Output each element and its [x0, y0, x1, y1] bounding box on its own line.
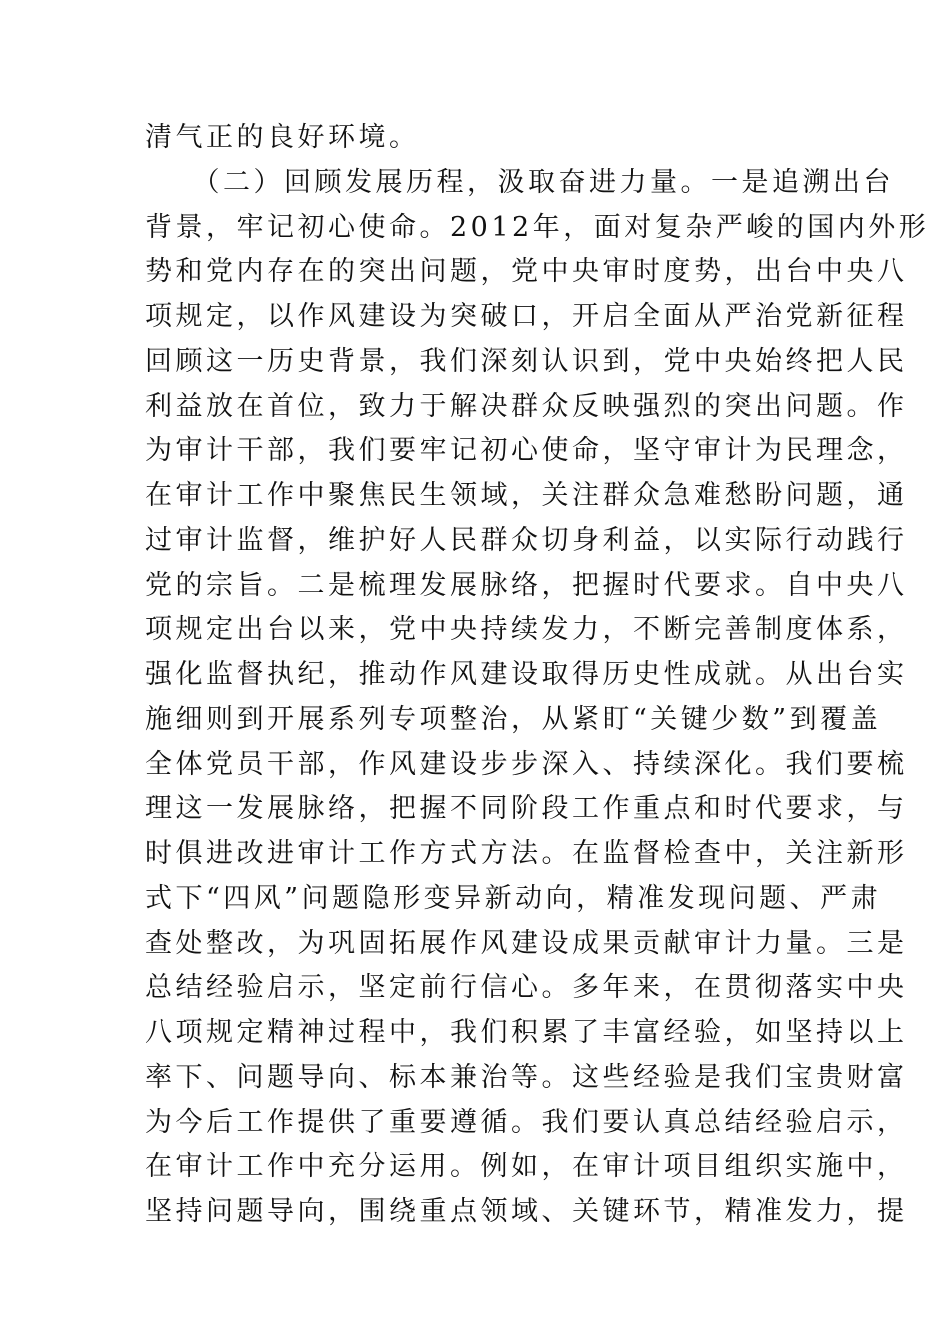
text-line: 在审计工作中聚焦民生领域，关注群众急难愁盼问题，通 [145, 480, 908, 511]
text-line: 施细则到开展系列专项整治，从紧盯“关键少数”到覆盖 [145, 703, 882, 735]
text-line: 全体党员干部，作风建设步步深入、持续深化。我们要梳 [145, 748, 908, 780]
text-line: 为今后工作提供了重要遵循。我们要认真总结经验启示， [145, 1106, 908, 1138]
text-line: 时俱进改进审计工作方式方法。在监督检查中，关注新形 [145, 838, 908, 869]
text-line: 清气正的良好环境。 [145, 122, 420, 153]
text-line: 总结经验启示，坚定前行信心。多年来，在贯彻落实中央 [145, 972, 908, 1004]
text-line: 理这一发展脉络，把握不同阶段工作重点和时代要求，与 [145, 793, 908, 825]
text-line: 八项规定精神过程中，我们积累了丰富经验，如坚持以上 [145, 1017, 908, 1048]
text-line: （二）回顾发展历程，汲取奋进力量。一是追溯出台 [145, 166, 894, 198]
text-line: 强化监督执纪，推动作风建设取得历史性成就。从出台实 [145, 659, 908, 690]
text-line: 党的宗旨。二是梳理发展脉络，把握时代要求。自中央八 [145, 569, 908, 601]
text-line: 查处整改，为巩固拓展作风建设成果贡献审计力量。三是 [145, 927, 908, 959]
text-line: 率下、问题导向、标本兼治等。这些经验是我们宝贵财富 [145, 1061, 908, 1093]
text-line: 在审计工作中充分运用。例如，在审计项目组织实施中， [145, 1151, 908, 1183]
text-line: 回顾这一历史背景，我们深刻认识到，党中央始终把人民 [145, 345, 908, 377]
text-line: 过审计监督，维护好人民群众切身利益，以实际行动践行 [145, 524, 908, 556]
text-line: 项规定出台以来，党中央持续发力，不断完善制度体系， [145, 614, 908, 646]
text-line: 项规定，以作风建设为突破口，开启全面从严治党新征程 [145, 301, 908, 332]
text-line: 势和党内存在的突出问题，党中央审时度势，出台中央八 [145, 256, 908, 288]
text-line: 利益放在首位，致力于解决群众反映强烈的突出问题。作 [145, 390, 908, 422]
body-text [145, 116, 930, 1235]
text-line: 式下“四风”问题隐形变异新动向，精准发现问题、严肃 [145, 882, 882, 914]
text-line: 背景，牢记初心使命。2012年，面对复杂严峻的国内外形 [145, 211, 930, 243]
text-line: 为审计干部，我们要牢记初心使命，坚守审计为民理念， [145, 435, 908, 467]
text-line: 坚持问题导向，围绕重点领域、关键环节，精准发力，提 [145, 1196, 908, 1227]
